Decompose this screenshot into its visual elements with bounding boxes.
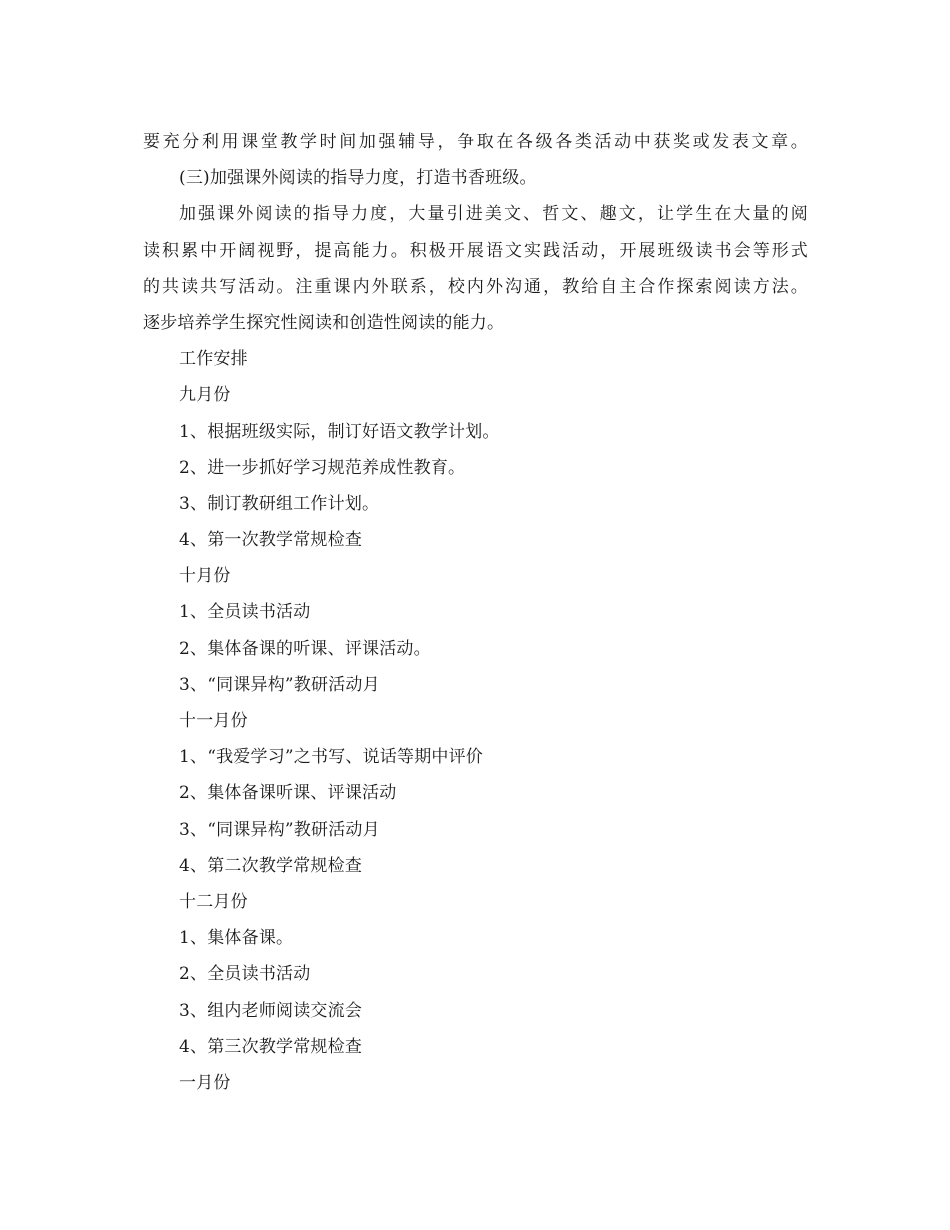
paragraph-line: 要充分利用课堂教学时间加强辅导，争取在各级各类活动中获奖或发表文章。	[143, 132, 808, 152]
list-item: 2、集体备课的听课、评课活动。	[179, 638, 431, 659]
paragraph-line: 读积累中开阔视野，提高能力。积极开展语文实践活动，开展班级读书会等形式	[143, 240, 808, 261]
list-item: 4、第二次教学常规检查	[179, 855, 363, 876]
list-item: 1、“我爱学习”之书写、说话等期中评价	[179, 747, 483, 768]
month-heading: 十月份	[179, 566, 231, 587]
month-heading: 十二月份	[179, 891, 248, 912]
document-body	[143, 124, 808, 1101]
list-item: 1、集体备课。	[179, 928, 294, 949]
paragraph-line: 逐步培养学生探究性阅读和创造性阅读的能力。	[143, 312, 505, 333]
list-item: 1、全员读书活动	[179, 602, 311, 623]
paragraph-line: 加强课外阅读的指导力度，大量引进美文、哲文、趣文，让学生在大量的阅	[179, 204, 808, 225]
list-item: 2、全员读书活动	[179, 964, 311, 985]
list-item: 1、根据班级实际，制订好语文教学计划。	[179, 421, 500, 442]
list-item: 3、“同课异构”教研活动月	[179, 819, 380, 840]
list-item: 2、进一步抓好学习规范养成性教育。	[179, 457, 466, 478]
list-item: 3、组内老师阅读交流会	[179, 1000, 363, 1021]
section-heading: 工作安排	[179, 349, 248, 370]
list-item: 2、集体备课听课、评课活动	[179, 783, 397, 804]
month-heading: 十一月份	[179, 711, 248, 731]
list-item: 4、第一次教学常规检查	[179, 530, 363, 551]
month-heading: 九月份	[179, 385, 231, 406]
section-heading: (三)加强课外阅读的指导力度，打造书香班级。	[179, 168, 537, 189]
paragraph-line: 的共读共写活动。注重课内外联系，校内外沟通，教给自主合作探索阅读方法。	[143, 276, 808, 297]
month-heading: 一月份	[179, 1072, 231, 1093]
list-item: 3、制订教研组工作计划。	[179, 493, 380, 514]
list-item: 3、“同课异构”教研活动月	[179, 674, 380, 695]
list-item: 4、第三次教学常规检查	[179, 1036, 363, 1057]
